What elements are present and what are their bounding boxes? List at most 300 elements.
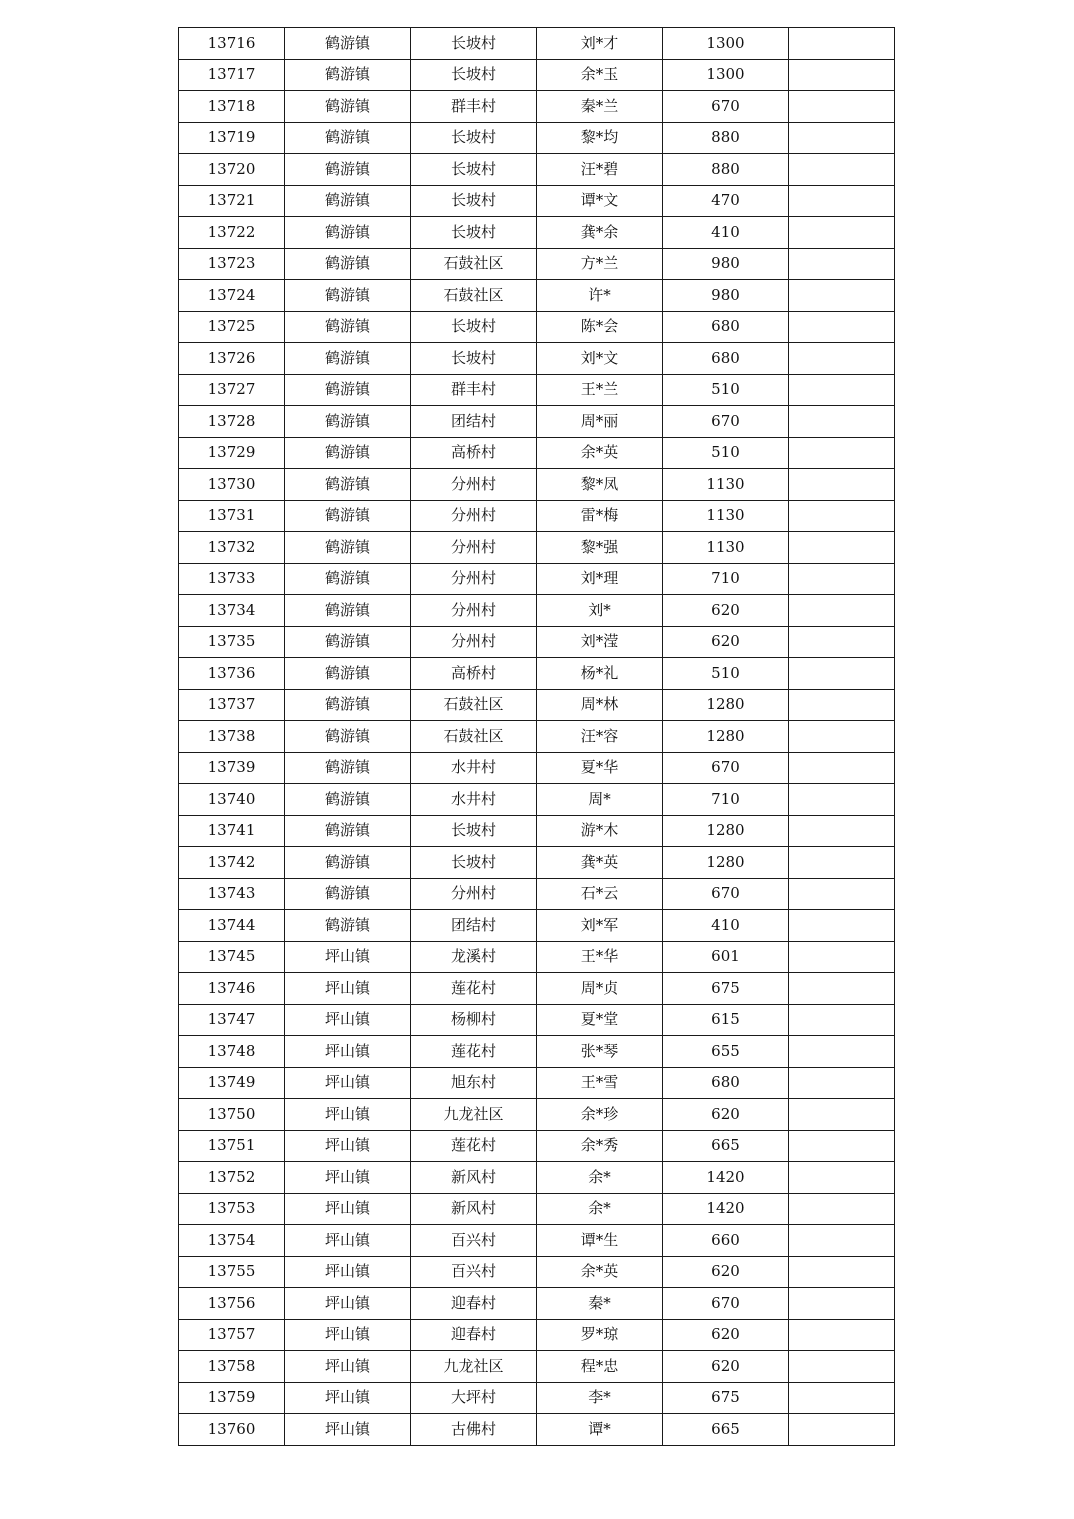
row-id-cell: 13719 — [179, 122, 285, 154]
village-cell: 团结村 — [411, 910, 537, 942]
amount-cell: 660 — [663, 1225, 789, 1257]
amount-cell: 620 — [663, 1099, 789, 1131]
table-row — [179, 941, 895, 973]
name-cell: 周*丽 — [537, 406, 663, 438]
amount-cell: 670 — [663, 91, 789, 123]
amount-cell: 470 — [663, 185, 789, 217]
town-cell: 鹤游镇 — [285, 406, 411, 438]
amount-cell: 675 — [663, 973, 789, 1005]
village-cell: 高桥村 — [411, 658, 537, 690]
town-cell: 鹤游镇 — [285, 343, 411, 375]
table-row — [179, 122, 895, 154]
town-cell: 鹤游镇 — [285, 689, 411, 721]
town-cell: 坪山镇 — [285, 1319, 411, 1351]
roster-table — [178, 27, 895, 1446]
table-row — [179, 59, 895, 91]
amount-cell: 980 — [663, 280, 789, 312]
note-cell — [789, 689, 895, 721]
table-row — [179, 847, 895, 879]
town-cell: 坪山镇 — [285, 1162, 411, 1194]
table-row — [179, 343, 895, 375]
row-id-cell: 13744 — [179, 910, 285, 942]
table-row — [179, 1414, 895, 1446]
row-id-cell: 13743 — [179, 878, 285, 910]
note-cell — [789, 1067, 895, 1099]
note-cell — [789, 1382, 895, 1414]
name-cell: 汪*碧 — [537, 154, 663, 186]
note-cell — [789, 752, 895, 784]
village-cell: 分州村 — [411, 626, 537, 658]
note-cell — [789, 1099, 895, 1131]
note-cell — [789, 469, 895, 501]
row-id-cell: 13736 — [179, 658, 285, 690]
row-id-cell: 13753 — [179, 1193, 285, 1225]
name-cell: 刘*理 — [537, 563, 663, 595]
row-id-cell: 13737 — [179, 689, 285, 721]
amount-cell: 980 — [663, 248, 789, 280]
amount-cell: 620 — [663, 1319, 789, 1351]
note-cell — [789, 1036, 895, 1068]
town-cell: 鹤游镇 — [285, 374, 411, 406]
village-cell: 长坡村 — [411, 815, 537, 847]
name-cell: 刘*文 — [537, 343, 663, 375]
town-cell: 坪山镇 — [285, 1099, 411, 1131]
table-row — [179, 784, 895, 816]
table-row — [179, 1351, 895, 1383]
table-row — [179, 28, 895, 60]
table-row — [179, 311, 895, 343]
row-id-cell: 13722 — [179, 217, 285, 249]
village-cell: 石鼓社区 — [411, 248, 537, 280]
town-cell: 鹤游镇 — [285, 437, 411, 469]
note-cell — [789, 217, 895, 249]
amount-cell: 1130 — [663, 532, 789, 564]
row-id-cell: 13716 — [179, 28, 285, 60]
name-cell: 余* — [537, 1162, 663, 1194]
note-cell — [789, 500, 895, 532]
table-row — [179, 1004, 895, 1036]
town-cell: 坪山镇 — [285, 1351, 411, 1383]
amount-cell: 1280 — [663, 815, 789, 847]
name-cell: 黎*凤 — [537, 469, 663, 501]
village-cell: 龙溪村 — [411, 941, 537, 973]
row-id-cell: 13756 — [179, 1288, 285, 1320]
table-row — [179, 154, 895, 186]
name-cell: 龚*英 — [537, 847, 663, 879]
amount-cell: 880 — [663, 122, 789, 154]
note-cell — [789, 878, 895, 910]
amount-cell: 670 — [663, 752, 789, 784]
village-cell: 大坪村 — [411, 1382, 537, 1414]
name-cell: 游*木 — [537, 815, 663, 847]
row-id-cell: 13735 — [179, 626, 285, 658]
table-row — [179, 1225, 895, 1257]
note-cell — [789, 1288, 895, 1320]
amount-cell: 680 — [663, 343, 789, 375]
table-row — [179, 1382, 895, 1414]
amount-cell: 1420 — [663, 1162, 789, 1194]
note-cell — [789, 91, 895, 123]
village-cell: 百兴村 — [411, 1225, 537, 1257]
village-cell: 水井村 — [411, 784, 537, 816]
row-id-cell: 13742 — [179, 847, 285, 879]
village-cell: 杨柳村 — [411, 1004, 537, 1036]
row-id-cell: 13721 — [179, 185, 285, 217]
amount-cell: 620 — [663, 595, 789, 627]
amount-cell: 1280 — [663, 721, 789, 753]
note-cell — [789, 248, 895, 280]
village-cell: 长坡村 — [411, 311, 537, 343]
table-row — [179, 1067, 895, 1099]
row-id-cell: 13749 — [179, 1067, 285, 1099]
note-cell — [789, 374, 895, 406]
amount-cell: 410 — [663, 217, 789, 249]
note-cell — [789, 1319, 895, 1351]
row-id-cell: 13731 — [179, 500, 285, 532]
village-cell: 长坡村 — [411, 59, 537, 91]
row-id-cell: 13739 — [179, 752, 285, 784]
amount-cell: 1280 — [663, 847, 789, 879]
note-cell — [789, 532, 895, 564]
village-cell: 水井村 — [411, 752, 537, 784]
amount-cell: 410 — [663, 910, 789, 942]
name-cell: 余*珍 — [537, 1099, 663, 1131]
village-cell: 群丰村 — [411, 91, 537, 123]
amount-cell: 1420 — [663, 1193, 789, 1225]
table-row — [179, 469, 895, 501]
table-row — [179, 280, 895, 312]
name-cell: 刘*滢 — [537, 626, 663, 658]
town-cell: 鹤游镇 — [285, 910, 411, 942]
village-cell: 石鼓社区 — [411, 280, 537, 312]
note-cell — [789, 406, 895, 438]
village-cell: 长坡村 — [411, 217, 537, 249]
village-cell: 高桥村 — [411, 437, 537, 469]
village-cell: 长坡村 — [411, 28, 537, 60]
row-id-cell: 13724 — [179, 280, 285, 312]
note-cell — [789, 154, 895, 186]
row-id-cell: 13727 — [179, 374, 285, 406]
village-cell: 分州村 — [411, 500, 537, 532]
name-cell: 龚*余 — [537, 217, 663, 249]
table-row — [179, 406, 895, 438]
town-cell: 鹤游镇 — [285, 626, 411, 658]
village-cell: 旭东村 — [411, 1067, 537, 1099]
row-id-cell: 13746 — [179, 973, 285, 1005]
town-cell: 坪山镇 — [285, 1036, 411, 1068]
row-id-cell: 13732 — [179, 532, 285, 564]
note-cell — [789, 122, 895, 154]
name-cell: 谭* — [537, 1414, 663, 1446]
village-cell: 石鼓社区 — [411, 689, 537, 721]
note-cell — [789, 343, 895, 375]
town-cell: 鹤游镇 — [285, 91, 411, 123]
row-id-cell: 13741 — [179, 815, 285, 847]
note-cell — [789, 28, 895, 60]
amount-cell: 670 — [663, 1288, 789, 1320]
table-row — [179, 815, 895, 847]
table-row — [179, 721, 895, 753]
row-id-cell: 13758 — [179, 1351, 285, 1383]
name-cell: 秦* — [537, 1288, 663, 1320]
name-cell: 罗*琼 — [537, 1319, 663, 1351]
town-cell: 鹤游镇 — [285, 658, 411, 690]
amount-cell: 680 — [663, 311, 789, 343]
village-cell: 群丰村 — [411, 374, 537, 406]
table-row — [179, 1130, 895, 1162]
row-id-cell: 13750 — [179, 1099, 285, 1131]
note-cell — [789, 1225, 895, 1257]
note-cell — [789, 1193, 895, 1225]
note-cell — [789, 847, 895, 879]
table-row — [179, 1256, 895, 1288]
village-cell: 分州村 — [411, 532, 537, 564]
amount-cell: 620 — [663, 1256, 789, 1288]
name-cell: 陈*会 — [537, 311, 663, 343]
amount-cell: 1280 — [663, 689, 789, 721]
note-cell — [789, 658, 895, 690]
row-id-cell: 13733 — [179, 563, 285, 595]
name-cell: 秦*兰 — [537, 91, 663, 123]
town-cell: 坪山镇 — [285, 1130, 411, 1162]
town-cell: 鹤游镇 — [285, 280, 411, 312]
village-cell: 莲花村 — [411, 1130, 537, 1162]
name-cell: 王*华 — [537, 941, 663, 973]
town-cell: 坪山镇 — [285, 973, 411, 1005]
amount-cell: 665 — [663, 1414, 789, 1446]
table-row — [179, 532, 895, 564]
name-cell: 余* — [537, 1193, 663, 1225]
row-id-cell: 13755 — [179, 1256, 285, 1288]
amount-cell: 615 — [663, 1004, 789, 1036]
name-cell: 周* — [537, 784, 663, 816]
name-cell: 王*雪 — [537, 1067, 663, 1099]
village-cell: 长坡村 — [411, 847, 537, 879]
name-cell: 谭*生 — [537, 1225, 663, 1257]
amount-cell: 880 — [663, 154, 789, 186]
row-id-cell: 13718 — [179, 91, 285, 123]
village-cell: 分州村 — [411, 878, 537, 910]
town-cell: 坪山镇 — [285, 941, 411, 973]
town-cell: 坪山镇 — [285, 1067, 411, 1099]
town-cell: 鹤游镇 — [285, 217, 411, 249]
note-cell — [789, 815, 895, 847]
row-id-cell: 13728 — [179, 406, 285, 438]
amount-cell: 1300 — [663, 28, 789, 60]
row-id-cell: 13717 — [179, 59, 285, 91]
amount-cell: 1300 — [663, 59, 789, 91]
table-row — [179, 374, 895, 406]
row-id-cell: 13760 — [179, 1414, 285, 1446]
note-cell — [789, 437, 895, 469]
village-cell: 分州村 — [411, 469, 537, 501]
name-cell: 石*云 — [537, 878, 663, 910]
note-cell — [789, 311, 895, 343]
village-cell: 分州村 — [411, 563, 537, 595]
village-cell: 九龙社区 — [411, 1099, 537, 1131]
town-cell: 鹤游镇 — [285, 752, 411, 784]
village-cell: 石鼓社区 — [411, 721, 537, 753]
table-row — [179, 1162, 895, 1194]
note-cell — [789, 1162, 895, 1194]
row-id-cell: 13725 — [179, 311, 285, 343]
name-cell: 刘*军 — [537, 910, 663, 942]
name-cell: 方*兰 — [537, 248, 663, 280]
table-row — [179, 626, 895, 658]
town-cell: 鹤游镇 — [285, 595, 411, 627]
row-id-cell: 13726 — [179, 343, 285, 375]
amount-cell: 675 — [663, 1382, 789, 1414]
village-cell: 古佛村 — [411, 1414, 537, 1446]
amount-cell: 1130 — [663, 500, 789, 532]
village-cell: 莲花村 — [411, 1036, 537, 1068]
town-cell: 鹤游镇 — [285, 500, 411, 532]
row-id-cell: 13752 — [179, 1162, 285, 1194]
note-cell — [789, 185, 895, 217]
amount-cell: 710 — [663, 784, 789, 816]
amount-cell: 510 — [663, 374, 789, 406]
row-id-cell: 13730 — [179, 469, 285, 501]
name-cell: 黎*均 — [537, 122, 663, 154]
note-cell — [789, 1256, 895, 1288]
town-cell: 鹤游镇 — [285, 59, 411, 91]
roster-table-body — [179, 28, 895, 1446]
note-cell — [789, 784, 895, 816]
name-cell: 刘* — [537, 595, 663, 627]
town-cell: 鹤游镇 — [285, 784, 411, 816]
village-cell: 迎春村 — [411, 1319, 537, 1351]
row-id-cell: 13738 — [179, 721, 285, 753]
town-cell: 坪山镇 — [285, 1414, 411, 1446]
table-row — [179, 752, 895, 784]
town-cell: 鹤游镇 — [285, 847, 411, 879]
amount-cell: 620 — [663, 1351, 789, 1383]
town-cell: 鹤游镇 — [285, 815, 411, 847]
town-cell: 坪山镇 — [285, 1004, 411, 1036]
row-id-cell: 13729 — [179, 437, 285, 469]
name-cell: 王*兰 — [537, 374, 663, 406]
village-cell: 长坡村 — [411, 343, 537, 375]
row-id-cell: 13747 — [179, 1004, 285, 1036]
table-row — [179, 437, 895, 469]
note-cell — [789, 721, 895, 753]
village-cell: 迎春村 — [411, 1288, 537, 1320]
town-cell: 坪山镇 — [285, 1256, 411, 1288]
table-row — [179, 878, 895, 910]
village-cell: 百兴村 — [411, 1256, 537, 1288]
amount-cell: 665 — [663, 1130, 789, 1162]
village-cell: 新风村 — [411, 1193, 537, 1225]
table-row — [179, 973, 895, 1005]
note-cell — [789, 1130, 895, 1162]
village-cell: 长坡村 — [411, 185, 537, 217]
town-cell: 鹤游镇 — [285, 311, 411, 343]
village-cell: 团结村 — [411, 406, 537, 438]
note-cell — [789, 941, 895, 973]
town-cell: 坪山镇 — [285, 1288, 411, 1320]
row-id-cell: 13754 — [179, 1225, 285, 1257]
name-cell: 余*玉 — [537, 59, 663, 91]
town-cell: 坪山镇 — [285, 1193, 411, 1225]
note-cell — [789, 910, 895, 942]
name-cell: 周*林 — [537, 689, 663, 721]
table-row — [179, 1036, 895, 1068]
table-row — [179, 91, 895, 123]
row-id-cell: 13745 — [179, 941, 285, 973]
village-cell: 分州村 — [411, 595, 537, 627]
amount-cell: 710 — [663, 563, 789, 595]
row-id-cell: 13720 — [179, 154, 285, 186]
row-id-cell: 13748 — [179, 1036, 285, 1068]
row-id-cell: 13751 — [179, 1130, 285, 1162]
name-cell: 程*忠 — [537, 1351, 663, 1383]
table-row — [179, 1193, 895, 1225]
name-cell: 刘*才 — [537, 28, 663, 60]
amount-cell: 620 — [663, 626, 789, 658]
table-row — [179, 1288, 895, 1320]
note-cell — [789, 626, 895, 658]
amount-cell: 670 — [663, 406, 789, 438]
town-cell: 鹤游镇 — [285, 563, 411, 595]
table-row — [179, 910, 895, 942]
table-row — [179, 658, 895, 690]
amount-cell: 510 — [663, 658, 789, 690]
name-cell: 余*英 — [537, 1256, 663, 1288]
village-cell: 九龙社区 — [411, 1351, 537, 1383]
town-cell: 鹤游镇 — [285, 28, 411, 60]
town-cell: 坪山镇 — [285, 1225, 411, 1257]
town-cell: 坪山镇 — [285, 1382, 411, 1414]
name-cell: 夏*华 — [537, 752, 663, 784]
village-cell: 长坡村 — [411, 154, 537, 186]
amount-cell: 680 — [663, 1067, 789, 1099]
town-cell: 鹤游镇 — [285, 721, 411, 753]
row-id-cell: 13734 — [179, 595, 285, 627]
table-row — [179, 248, 895, 280]
table-row — [179, 689, 895, 721]
amount-cell: 601 — [663, 941, 789, 973]
name-cell: 汪*容 — [537, 721, 663, 753]
row-id-cell: 13757 — [179, 1319, 285, 1351]
name-cell: 谭*文 — [537, 185, 663, 217]
note-cell — [789, 280, 895, 312]
town-cell: 鹤游镇 — [285, 154, 411, 186]
town-cell: 鹤游镇 — [285, 878, 411, 910]
table-row — [179, 217, 895, 249]
town-cell: 鹤游镇 — [285, 122, 411, 154]
note-cell — [789, 973, 895, 1005]
row-id-cell: 13723 — [179, 248, 285, 280]
name-cell: 张*琴 — [537, 1036, 663, 1068]
amount-cell: 655 — [663, 1036, 789, 1068]
name-cell: 雷*梅 — [537, 500, 663, 532]
table-row — [179, 563, 895, 595]
town-cell: 鹤游镇 — [285, 185, 411, 217]
note-cell — [789, 563, 895, 595]
note-cell — [789, 595, 895, 627]
note-cell — [789, 1414, 895, 1446]
amount-cell: 1130 — [663, 469, 789, 501]
table-row — [179, 1099, 895, 1131]
name-cell: 夏*堂 — [537, 1004, 663, 1036]
village-cell: 莲花村 — [411, 973, 537, 1005]
note-cell — [789, 1351, 895, 1383]
name-cell: 黎*强 — [537, 532, 663, 564]
note-cell — [789, 59, 895, 91]
amount-cell: 510 — [663, 437, 789, 469]
row-id-cell: 13740 — [179, 784, 285, 816]
amount-cell: 670 — [663, 878, 789, 910]
